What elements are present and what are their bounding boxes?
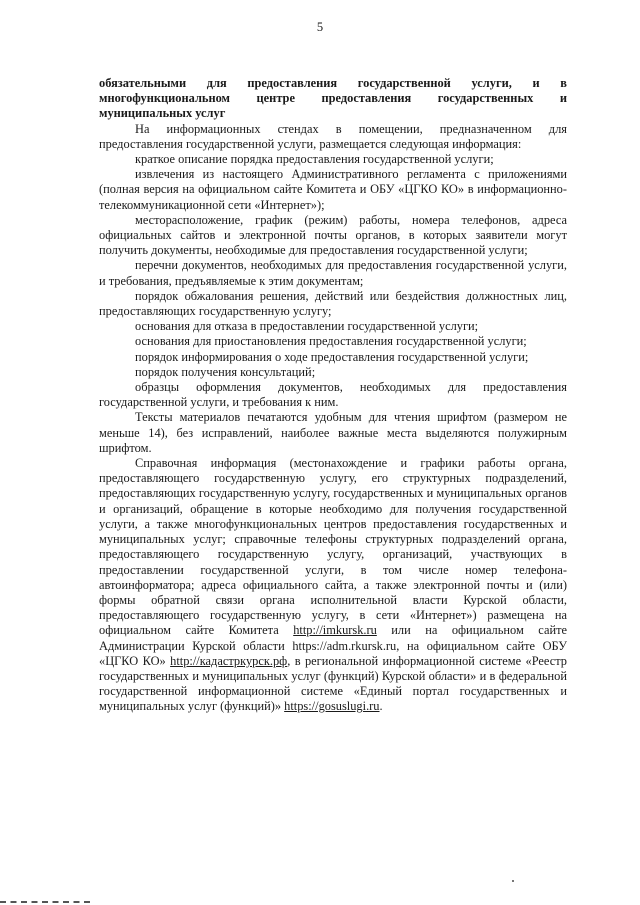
scan-dot xyxy=(512,880,514,882)
paragraph: На информационных стендах в помещении, предназначенном для предоставления государственной услуги, размещается следующая информация: xyxy=(99,121,567,151)
reference-paragraph xyxy=(99,456,567,714)
paragraph: порядок получения консультаций; xyxy=(135,364,316,379)
paragraph: порядок обжалования решения, действий или бездействия должностных лиц, предоставляющих государственную услугу; xyxy=(99,288,567,319)
paragraph: Тексты материалов печатаются удобным для чтения шрифтом (размером не меньше 14), без исправлений, наиболее важные места выделяются полужирным шрифтом. xyxy=(99,410,567,455)
paragraph: извлечения из настоящего Административного регламента с приложениями (полная версия на официальном сайте Комитета и ОБУ «ЦГКО КО» в информационно-телекоммуникационной сети «Интернет»); xyxy=(99,167,567,212)
section-heading: обязательными для предоставления государственной услуги, и в многофункциональном центре предоставления государственных и муниципальных услуг xyxy=(99,76,567,121)
gosuslugi-link[interactable]: https://gosuslugi.ru xyxy=(284,699,380,714)
reference-text: Справочная информация (местонахождение и графики работы органа, предоставляющего государственную услугу, его структурных подразделений, предоставляющих государственную услугу, государственных и муниципальных органов и организаций, обращение в которые необходимо для получения государственной услуги, а также многофункциональных центров предоставления государственных и муниципальных услуг; справочные телефоны структурных подразделений органа, предоставляющего государственную услугу, организаций, участвующих в предоставлении государственной услуги, в том числе номер телефона-автоинформатора; адреса официального сайта, а также электронной почты и (или) формы обратной связи органа исполнительной власти Курской области, предоставляющего государственную услугу, в сети «Интернет») размещена на официальном сайте Комитета xyxy=(99,456,567,638)
paragraph: основания для приостановления предоставления государственной услуги; xyxy=(135,334,527,349)
paragraph: основания для отказа в предоставлении государственной услуги; xyxy=(135,319,479,334)
paragraph: образцы оформления документов, необходимых для предоставления государственной услуги, и требования к ним. xyxy=(99,380,567,410)
paragraph: перечни документов, необходимых для предоставления государственной услуги, и требования, предъявляемые к этим документам; xyxy=(99,258,567,288)
paragraph: месторасположение, график (режим) работы, номера телефонов, адреса официальных сайтов и электронной почты органов, в которых заявители могут получить документы, необходимые для предоставления государственной услуги; xyxy=(99,212,567,258)
document-body xyxy=(99,76,567,715)
committee-site-link[interactable]: http://imkursk.ru xyxy=(293,623,377,638)
paragraph: порядок информирования о ходе предоставления государственной услуги; xyxy=(135,349,529,364)
reference-text: , в региональной информационной системе «Реестр государственных и муниципальных услуг (функций) Курской области» и в федеральной государственной информационной системе «Единый портал государственных и муниципальных услуг (функций)» xyxy=(99,653,567,714)
scan-edge-mark xyxy=(0,901,90,903)
page-number: 5 xyxy=(316,20,324,34)
paragraph: краткое описание порядка предоставления государственной услуги; xyxy=(135,152,494,167)
reference-text: или на официальном сайте Администрации Курской области https://adm.rkursk.ru, на официальном сайте ОБУ «ЦГКО КО» xyxy=(99,623,567,668)
cgko-site-link[interactable]: http://кадастркурск.рф xyxy=(170,653,288,668)
reference-text: . xyxy=(379,699,383,714)
